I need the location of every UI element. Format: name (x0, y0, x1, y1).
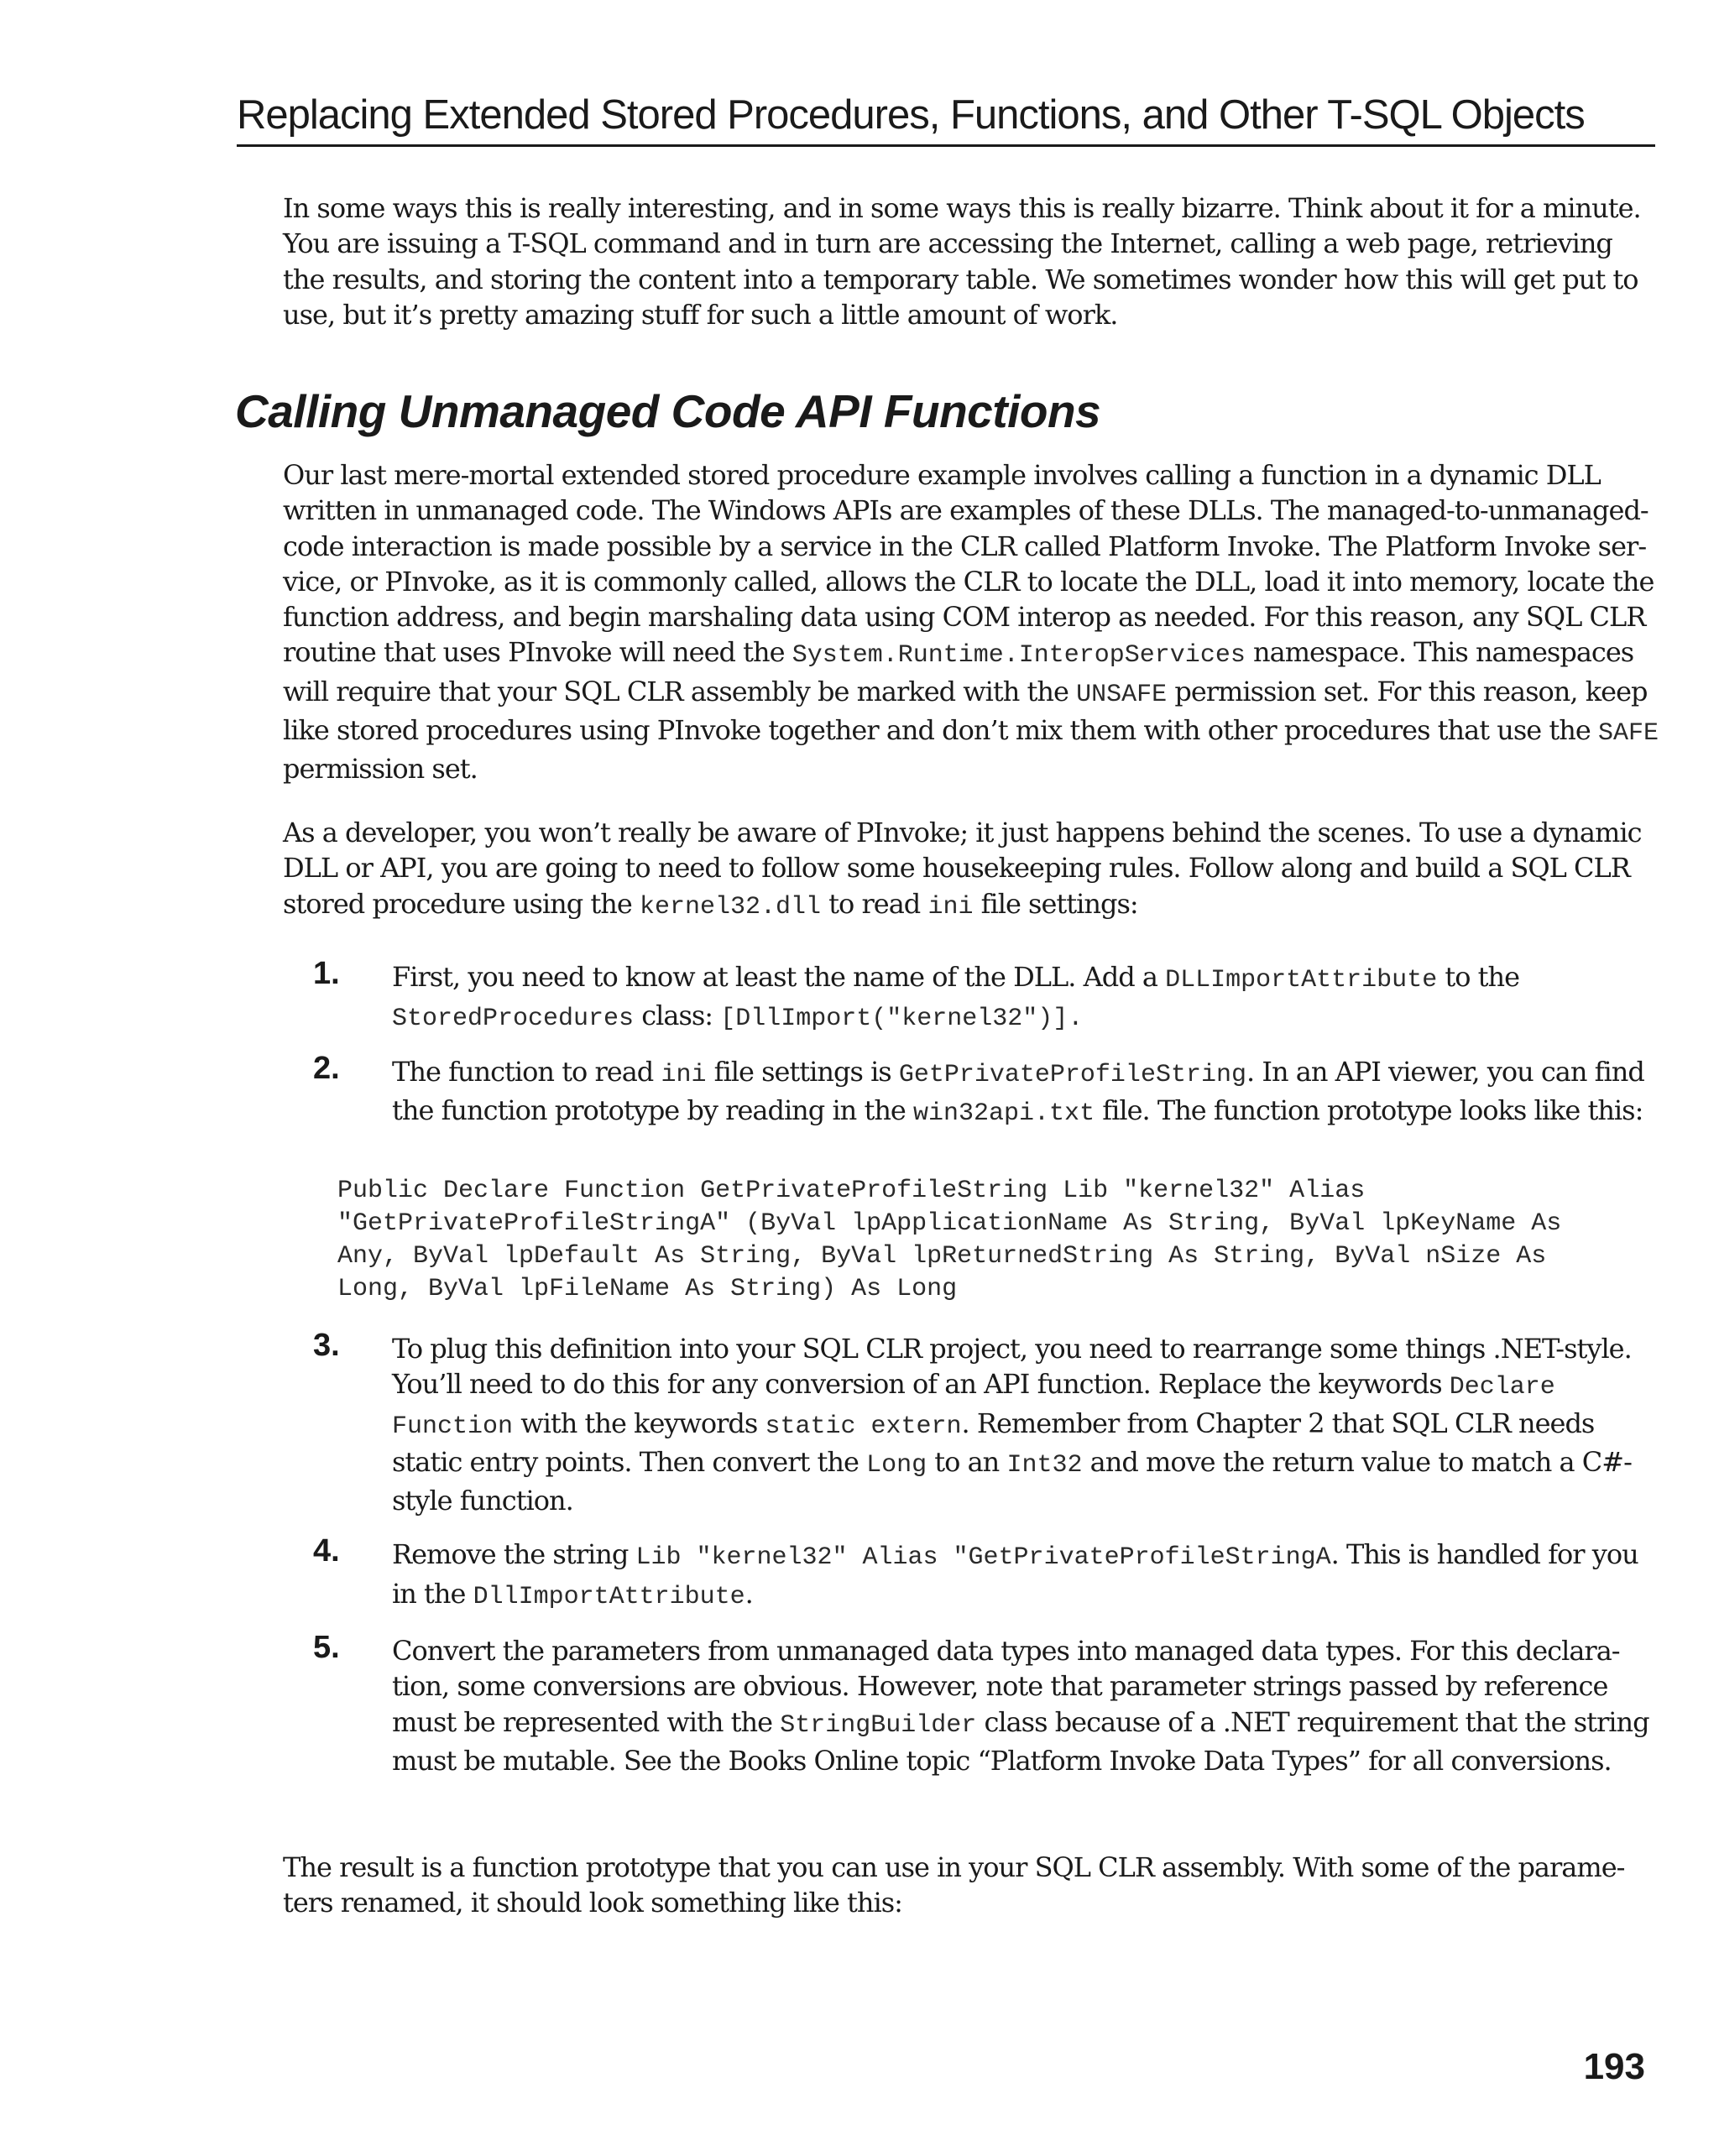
inline-code: [DllImport("kernel32")]. (720, 1005, 1084, 1034)
step-number: 3. (313, 1328, 340, 1363)
section-heading: Calling Unmanaged Code API Functions (235, 385, 1101, 437)
inline-code: Long (866, 1450, 927, 1480)
inline-code: kernel32.dll (639, 892, 821, 921)
inline-code: DLLImportAttribute (1165, 966, 1438, 994)
code-block-vb-prototype: Public Declare Function GetPrivateProfileString Lib "kernel32" Alias "GetPrivateProfileStringA" (ByVal lpApplicationName As String, ByVal lpKeyName As Any, ByVal lpDefault As String, ByVal lpReturnedString As String, ByVal nSize As Long, ByVal lpFileName As String) As Long (337, 1177, 1562, 1303)
step-number: 5. (313, 1630, 340, 1666)
step-number: 4. (313, 1533, 340, 1569)
inline-code: GetPrivateProfileString (898, 1060, 1246, 1089)
inline-code: SAFE (1597, 719, 1659, 749)
inline-code: UNSAFE (1076, 680, 1168, 709)
list-item-step-4: 4. Remove the string Lib "kernel32" Alias "GetPrivateProfileStringA. This is handled for you in the DllImportAttribute. (313, 1533, 1638, 1611)
inline-code: DllImportAttribute (473, 1582, 745, 1611)
page-number: 193 (1583, 2046, 1645, 2087)
list-item-step-5: 5. Convert the parameters from unmanaged data types into managed data types. For this declaration, some conversions are obvious. However, note that parameter strings passed by reference must be represented with the StringBuilder class because of a .NET requirement that the string must be mutable. See the Books Online topic “Platform Invoke Data Types” for all conversions. (313, 1630, 1649, 1777)
inline-code: static extern (765, 1412, 962, 1441)
step-number: 2. (313, 1050, 340, 1086)
closing-paragraph (283, 1850, 1659, 1921)
list-item-step-3: 3. To plug this definition into your SQL CLR project, you need to rearrange some things .NET-style. You’ll need to do this for any conversion of an API function. Replace the keywords Declare Function with the keywords static extern. Remember from Chapter 2 that SQL CLR needs static entry points. Then convert the Long to an Int32 and move the return value to match a C#-style function. (313, 1328, 1632, 1517)
inline-code: ini (661, 1060, 707, 1089)
closing-paragraph-text: The result is a function prototype that you can use in your SQL CLR assembly. With some of the parameters renamed, it should look something like this: (283, 1851, 1626, 1919)
step-number: 1. (313, 956, 340, 991)
paragraph-housekeeping-text: As a developer, you won’t really be aware of PInvoke; it just happens behind the scenes. To use a dynamic DLL or API, you are going to need to follow some housekeeping rules. Follow along and build a SQL CLR stored procedure using the kernel32.dll to read ini file settings: (283, 817, 1642, 921)
inline-code: Declare Function (392, 1373, 1555, 1441)
steps-list-part1 (283, 956, 1659, 1131)
inline-code: win32api.txt (913, 1099, 1095, 1128)
inline-code: Lib "kernel32" Alias "GetPrivateProfileStringA (635, 1543, 1331, 1573)
intro-paragraph-text: In some ways this is really interesting, and in some ways this is really bizarre. Think about it for a minute. You are issuing a T-SQL command and in turn are accessing the Internet, calling a web page, retrieving the results, and storing the content into a temporary table. We sometimes wonder how this will get put to use, but it’s pretty amazing stuff for such a little amount of work. (283, 192, 1641, 331)
list-item-step-2: 2. The function to read ini file settings is GetPrivateProfileString. In an API viewer, you can find the function prototype by reading in the win32api.txt file. The function prototype looks like this: (313, 1050, 1644, 1128)
inline-code: Int32 (1006, 1450, 1083, 1480)
paragraph-pinvoke-intro-text: Our last mere-mortal extended stored procedure example involves calling a function in a dynamic DLL written in unmanaged code. The Windows APIs are examples of these DLLs. The managed-to-unmanaged-code interaction is made possible by a service in the CLR called Platform Invoke. The Platform Invoke service, or PInvoke, as it is commonly called, allows the CLR to locate the DLL, load it into memory, locate the function address, and begin marshaling data using COM interop as needed. For this reason, any SQL CLR routine that uses PInvoke will need the System.Runtime.InteropServices namespace. This namespaces will require that your SQL CLR assembly be marked with the UNSAFE permission set. For this reason, keep like stored procedures using PInvoke together and don’t mix them with other procedures that use the SAFE permission set. (283, 459, 1659, 786)
inline-code: StringBuilder (780, 1710, 977, 1740)
running-head: Replacing Extended Stored Procedures, Functions, and Other T-SQL Objects (237, 87, 1655, 147)
inline-code: System.Runtime.InteropServices (792, 641, 1246, 671)
inline-code: StoredProcedures (392, 1005, 635, 1034)
paragraph-housekeeping (283, 815, 1659, 925)
paragraph-pinvoke-intro (283, 457, 1659, 787)
list-item-step-1: 1. First, you need to know at least the name of the DLL. Add a DLLImportAttribute to the StoredProcedures class: [DllImport("kernel32")]. (313, 956, 1520, 1034)
inline-code: ini (927, 892, 974, 921)
steps-list-part2 (283, 1328, 1659, 1778)
intro-paragraph (283, 191, 1659, 332)
